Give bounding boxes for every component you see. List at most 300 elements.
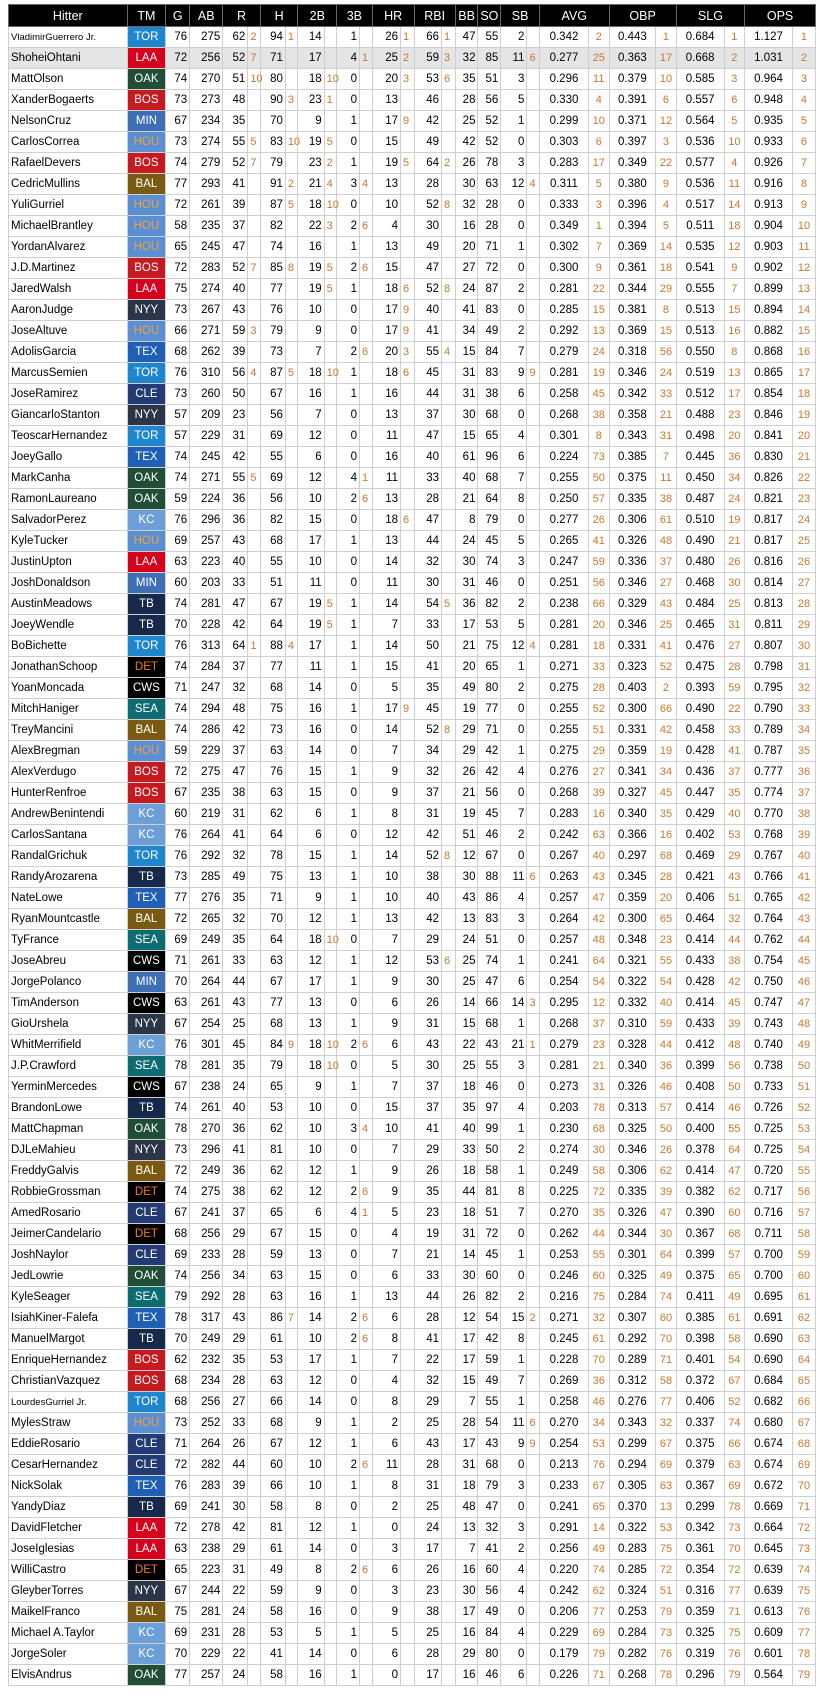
table-row[interactable]: [9, 111, 816, 132]
cell-hits-rank: [285, 279, 298, 300]
cell-rbi-rank: 3: [442, 48, 456, 69]
cell-hits-rank: 3: [285, 90, 298, 111]
cell-at-bats: 281: [190, 1056, 223, 1077]
table-row[interactable]: [9, 1602, 816, 1623]
cell-runs-rank: [248, 594, 261, 615]
table-row[interactable]: [9, 720, 816, 741]
cell-doubles: 10: [298, 1476, 324, 1497]
cell-home-runs-rank: 9: [401, 300, 415, 321]
cell-runs: 24: [223, 1665, 248, 1686]
team-badge: HOU: [127, 195, 166, 216]
cell-avg-rank: 24: [588, 342, 609, 363]
cell-obp: 0.276: [609, 1392, 656, 1413]
cell-stolen-bases-rank: [527, 762, 540, 783]
cell-walks: 17: [455, 1434, 478, 1455]
cell-hits-rank: [285, 48, 298, 69]
table-row[interactable]: [9, 510, 816, 531]
cell-player-name: MarkCanha: [9, 468, 128, 489]
cell-rbi-rank: 8: [442, 720, 456, 741]
table-row[interactable]: [9, 174, 816, 195]
cell-rbi: 41: [414, 321, 441, 342]
cell-walks: 18: [455, 1203, 478, 1224]
cell-avg: 0.254: [539, 972, 588, 993]
table-row[interactable]: [9, 993, 816, 1014]
cell-obp-rank: 66: [656, 699, 677, 720]
table-row[interactable]: [9, 426, 816, 447]
cell-doubles-rank: [324, 1224, 337, 1245]
cell-ops: 0.740: [745, 1035, 793, 1056]
cell-triples: 0: [337, 1539, 360, 1560]
cell-slg-rank: 30: [724, 573, 745, 594]
table-row[interactable]: [9, 1182, 816, 1203]
cell-rbi: 30: [414, 972, 441, 993]
cell-hits: 53: [260, 1350, 285, 1371]
cell-doubles-rank: [324, 426, 337, 447]
col-header-hitter[interactable]: Hitter: [9, 5, 128, 27]
table-row[interactable]: [9, 1413, 816, 1434]
col-header-sb[interactable]: SB: [501, 5, 540, 27]
col-header-hr[interactable]: HR: [372, 5, 414, 27]
cell-ops-rank: 32: [792, 678, 815, 699]
cell-home-runs: 8: [372, 1476, 400, 1497]
cell-strikeouts: 68: [478, 468, 501, 489]
cell-home-runs: 25: [372, 48, 400, 69]
table-row[interactable]: [9, 1266, 816, 1287]
cell-runs-rank: [248, 1644, 261, 1665]
cell-avg-rank: 22: [588, 279, 609, 300]
cell-slg: 0.436: [676, 762, 724, 783]
table-row[interactable]: [9, 1497, 816, 1518]
table-row[interactable]: [9, 1392, 816, 1413]
team-badge: BOS: [127, 1350, 166, 1371]
cell-stolen-bases: 11: [501, 48, 527, 69]
table-row[interactable]: [9, 405, 816, 426]
table-row[interactable]: [9, 762, 816, 783]
table-row[interactable]: [9, 1203, 816, 1224]
cell-runs: 35: [223, 111, 248, 132]
cell-runs: 50: [223, 384, 248, 405]
table-row[interactable]: [9, 657, 816, 678]
cell-strikeouts: 71: [478, 720, 501, 741]
cell-avg: 0.281: [539, 279, 588, 300]
cell-obp: 0.301: [609, 1245, 656, 1266]
col-header-h[interactable]: H: [260, 5, 298, 27]
team-badge: TB: [127, 1329, 166, 1350]
cell-player-name: XanderBogaerts: [9, 90, 128, 111]
cell-ops-rank: 16: [792, 342, 815, 363]
table-row[interactable]: [9, 69, 816, 90]
cell-triples: 0: [337, 132, 360, 153]
cell-games: 74: [166, 153, 190, 174]
table-row[interactable]: [9, 300, 816, 321]
cell-obp: 0.344: [609, 1224, 656, 1245]
cell-slg-rank: 62: [724, 1182, 745, 1203]
col-header-ops[interactable]: OPS: [745, 5, 816, 27]
table-row[interactable]: [9, 195, 816, 216]
cell-rbi: 40: [414, 300, 441, 321]
team-badge: TOR: [127, 1392, 166, 1413]
cell-stolen-bases-rank: [527, 1182, 540, 1203]
table-row[interactable]: [9, 1476, 816, 1497]
cell-ops-rank: 69: [792, 1455, 815, 1476]
cell-obp: 0.394: [609, 216, 656, 237]
cell-doubles: 7: [298, 405, 324, 426]
table-row[interactable]: [9, 594, 816, 615]
cell-stolen-bases-rank: [527, 1245, 540, 1266]
cell-runs: 43: [223, 300, 248, 321]
table-row[interactable]: [9, 636, 816, 657]
table-row[interactable]: [9, 48, 816, 69]
table-row[interactable]: [9, 1539, 816, 1560]
cell-hits-rank: [285, 1497, 298, 1518]
cell-doubles-rank: 1: [324, 90, 337, 111]
cell-obp: 0.322: [609, 972, 656, 993]
cell-triples-rank: [359, 720, 372, 741]
cell-home-runs: 13: [372, 405, 400, 426]
cell-avg: 0.299: [539, 111, 588, 132]
cell-stolen-bases: 8: [501, 1329, 527, 1350]
cell-walks: 29: [455, 741, 478, 762]
cell-doubles-rank: [324, 720, 337, 741]
table-row[interactable]: [9, 1056, 816, 1077]
table-row[interactable]: [9, 930, 816, 951]
col-header-g[interactable]: G: [166, 5, 190, 27]
cell-runs: 43: [223, 993, 248, 1014]
cell-player-name: ElvisAndrus: [9, 1665, 128, 1686]
cell-home-runs: 7: [372, 1077, 400, 1098]
cell-at-bats: 283: [190, 1476, 223, 1497]
table-row[interactable]: [9, 132, 816, 153]
cell-runs: 35: [223, 930, 248, 951]
cell-obp-rank: 30: [656, 1224, 677, 1245]
cell-avg: 0.269: [539, 1371, 588, 1392]
col-header-slg[interactable]: SLG: [676, 5, 744, 27]
cell-doubles: 16: [298, 1287, 324, 1308]
table-row[interactable]: [9, 699, 816, 720]
cell-ops-rank: 47: [792, 993, 815, 1014]
table-row[interactable]: [9, 1119, 816, 1140]
table-row[interactable]: [9, 1455, 816, 1476]
cell-ops: 0.768: [745, 825, 793, 846]
cell-games: 73: [166, 1413, 190, 1434]
cell-slg-rank: 34: [724, 468, 745, 489]
cell-player-name: KyleTucker: [9, 531, 128, 552]
cell-rbi-rank: [442, 111, 456, 132]
cell-avg-rank: 77: [588, 1602, 609, 1623]
cell-player-name: IsiahKiner-Falefa: [9, 1308, 128, 1329]
cell-rbi-rank: [442, 1518, 456, 1539]
cell-slg: 0.513: [676, 300, 724, 321]
cell-stolen-bases: 0: [501, 132, 527, 153]
cell-stolen-bases: 1: [501, 951, 527, 972]
cell-stolen-bases: 2: [501, 1140, 527, 1161]
cell-ops: 0.674: [745, 1434, 793, 1455]
team-badge: DET: [127, 1560, 166, 1581]
cell-obp-rank: 53: [656, 1518, 677, 1539]
cell-hits: 58: [260, 1665, 285, 1686]
table-row[interactable]: [9, 384, 816, 405]
cell-obp-rank: 16: [656, 825, 677, 846]
cell-rbi-rank: 5: [442, 594, 456, 615]
cell-at-bats: 229: [190, 1644, 223, 1665]
team-badge: CWS: [127, 993, 166, 1014]
cell-obp: 0.327: [609, 783, 656, 804]
cell-slg: 0.411: [676, 1287, 724, 1308]
cell-home-runs-rank: [401, 1014, 415, 1035]
cell-runs-rank: [248, 1308, 261, 1329]
table-row[interactable]: [9, 153, 816, 174]
cell-doubles: 7: [298, 342, 324, 363]
table-row[interactable]: [9, 1224, 816, 1245]
cell-player-name: DJLeMahieu: [9, 1140, 128, 1161]
cell-rbi: 45: [414, 363, 441, 384]
cell-slg-rank: 8: [724, 342, 745, 363]
table-row[interactable]: [9, 321, 816, 342]
cell-slg: 0.536: [676, 132, 724, 153]
cell-rbi-rank: 6: [442, 951, 456, 972]
cell-triples: 1: [337, 657, 360, 678]
table-body: [9, 27, 816, 1686]
cell-hits-rank: [285, 1560, 298, 1581]
cell-walks: 24: [455, 531, 478, 552]
cell-strikeouts: 47: [478, 1497, 501, 1518]
table-row[interactable]: [9, 552, 816, 573]
cell-doubles-rank: 10: [324, 195, 337, 216]
cell-home-runs: 13: [372, 531, 400, 552]
table-row[interactable]: [9, 1644, 816, 1665]
cell-home-runs: 3: [372, 1581, 400, 1602]
cell-hits-rank: [285, 1476, 298, 1497]
cell-rbi-rank: [442, 1371, 456, 1392]
cell-slg-rank: 19: [724, 510, 745, 531]
table-row[interactable]: [9, 867, 816, 888]
cell-hits-rank: [285, 1056, 298, 1077]
table-row[interactable]: [9, 909, 816, 930]
cell-ops: 0.639: [745, 1560, 793, 1581]
col-header-bb[interactable]: BB: [455, 5, 478, 27]
cell-doubles: 12: [298, 1434, 324, 1455]
cell-walks: 20: [455, 237, 478, 258]
cell-at-bats: 254: [190, 1014, 223, 1035]
cell-runs-rank: [248, 1539, 261, 1560]
col-header-avg[interactable]: AVG: [539, 5, 609, 27]
cell-hits: 51: [260, 573, 285, 594]
cell-avg: 0.268: [539, 1014, 588, 1035]
cell-hits-rank: [285, 1434, 298, 1455]
table-row[interactable]: [9, 237, 816, 258]
cell-walks: 40: [455, 468, 478, 489]
table-row[interactable]: [9, 27, 816, 48]
cell-strikeouts: 45: [478, 1245, 501, 1266]
cell-runs: 48: [223, 699, 248, 720]
cell-runs: 59: [223, 321, 248, 342]
team-badge: TOR: [127, 846, 166, 867]
team-badge: BOS: [127, 762, 166, 783]
cell-obp: 0.300: [609, 909, 656, 930]
table-row[interactable]: [9, 1287, 816, 1308]
cell-ops: 0.738: [745, 1056, 793, 1077]
cell-stolen-bases: 2: [501, 321, 527, 342]
col-header-rbi[interactable]: RBI: [414, 5, 455, 27]
table-row[interactable]: [9, 1140, 816, 1161]
cell-triples-rank: [359, 1665, 372, 1686]
cell-home-runs-rank: [401, 636, 415, 657]
cell-hits: 64: [260, 615, 285, 636]
cell-home-runs: 6: [372, 1560, 400, 1581]
table-row[interactable]: [9, 1014, 816, 1035]
cell-runs-rank: [248, 552, 261, 573]
cell-stolen-bases: 4: [501, 1623, 527, 1644]
cell-home-runs: 0: [372, 1665, 400, 1686]
cell-ops: 0.726: [745, 1098, 793, 1119]
cell-stolen-bases-rank: [527, 1119, 540, 1140]
table-row[interactable]: [9, 468, 816, 489]
col-header-obp[interactable]: OBP: [609, 5, 676, 27]
cell-home-runs-rank: [401, 216, 415, 237]
cell-triples: 2: [337, 1455, 360, 1476]
table-row[interactable]: [9, 678, 816, 699]
table-row[interactable]: [9, 447, 816, 468]
cell-obp-rank: 71: [656, 1350, 677, 1371]
cell-obp-rank: 50: [656, 1119, 677, 1140]
table-row[interactable]: [9, 90, 816, 111]
cell-obp: 0.326: [609, 1203, 656, 1224]
table-row[interactable]: [9, 972, 816, 993]
table-row[interactable]: [9, 216, 816, 237]
table-row[interactable]: [9, 342, 816, 363]
cell-hits-rank: [285, 657, 298, 678]
cell-runs-rank: 3: [248, 321, 261, 342]
col-header-3b[interactable]: 3B: [337, 5, 372, 27]
cell-home-runs-rank: [401, 1182, 415, 1203]
team-badge: DET: [127, 1224, 166, 1245]
table-row[interactable]: [9, 1371, 816, 1392]
cell-home-runs-rank: [401, 1035, 415, 1056]
cell-triples: 2: [337, 1329, 360, 1350]
cell-rbi-rank: [442, 1665, 456, 1686]
table-row[interactable]: [9, 741, 816, 762]
table-row[interactable]: [9, 888, 816, 909]
table-row[interactable]: [9, 1518, 816, 1539]
cell-runs: 32: [223, 846, 248, 867]
col-header-team[interactable]: TM: [127, 5, 166, 27]
cell-avg: 0.291: [539, 1518, 588, 1539]
cell-home-runs-rank: 5: [401, 153, 415, 174]
table-row[interactable]: [9, 1434, 816, 1455]
table-row[interactable]: [9, 489, 816, 510]
cell-hits-rank: [285, 426, 298, 447]
cell-hits-rank: [285, 1539, 298, 1560]
table-row[interactable]: [9, 258, 816, 279]
cell-doubles-rank: [324, 867, 337, 888]
cell-avg: 0.270: [539, 1203, 588, 1224]
table-row[interactable]: [9, 1665, 816, 1686]
table-row[interactable]: [9, 1035, 816, 1056]
cell-strikeouts: 42: [478, 762, 501, 783]
cell-triples-rank: [359, 1392, 372, 1413]
cell-slg-rank: 59: [724, 678, 745, 699]
table-row[interactable]: [9, 804, 816, 825]
cell-slg: 0.480: [676, 552, 724, 573]
table-row[interactable]: [9, 783, 816, 804]
table-row[interactable]: [9, 1623, 816, 1644]
cell-obp-rank: 75: [656, 1539, 677, 1560]
col-header-r[interactable]: R: [223, 5, 261, 27]
cell-doubles: 18: [298, 1035, 324, 1056]
cell-player-name: BrandonLowe: [9, 1098, 128, 1119]
cell-avg-rank: 68: [588, 1119, 609, 1140]
cell-triples: 1: [337, 1077, 360, 1098]
cell-obp: 0.285: [609, 1560, 656, 1581]
team-badge: MIN: [127, 111, 166, 132]
team-badge: OAK: [127, 1665, 166, 1686]
cell-runs-rank: [248, 1161, 261, 1182]
cell-ops: 0.830: [745, 447, 793, 468]
cell-hits: 59: [260, 1581, 285, 1602]
cell-home-runs-rank: 1: [401, 27, 415, 48]
cell-at-bats: 249: [190, 1161, 223, 1182]
table-row[interactable]: [9, 615, 816, 636]
col-header-so[interactable]: SO: [478, 5, 501, 27]
cell-player-name: LourdesGurriel Jr.: [9, 1392, 128, 1413]
table-row[interactable]: [9, 279, 816, 300]
cell-slg: 0.557: [676, 90, 724, 111]
cell-avg: 0.233: [539, 1476, 588, 1497]
table-row[interactable]: [9, 1560, 816, 1581]
cell-stolen-bases-rank: 1: [527, 1035, 540, 1056]
cell-home-runs-rank: [401, 1623, 415, 1644]
table-row[interactable]: [9, 825, 816, 846]
table-row[interactable]: [9, 1098, 816, 1119]
table-row[interactable]: [9, 1329, 816, 1350]
cell-walks: 31: [455, 1224, 478, 1245]
cell-doubles: 10: [298, 489, 324, 510]
cell-home-runs-rank: [401, 1203, 415, 1224]
cell-games: 74: [166, 1098, 190, 1119]
table-row[interactable]: [9, 1161, 816, 1182]
cell-home-runs-rank: [401, 615, 415, 636]
table-row[interactable]: [9, 1581, 816, 1602]
cell-slg-rank: 79: [724, 1665, 745, 1686]
cell-hits-rank: [285, 594, 298, 615]
cell-hits: 79: [260, 1056, 285, 1077]
cell-runs: 34: [223, 1266, 248, 1287]
table-row[interactable]: [9, 531, 816, 552]
table-row[interactable]: [9, 951, 816, 972]
table-row[interactable]: [9, 1077, 816, 1098]
col-header-2b[interactable]: 2B: [298, 5, 337, 27]
cell-obp: 0.299: [609, 1434, 656, 1455]
cell-doubles-rank: [324, 1518, 337, 1539]
table-row[interactable]: [9, 363, 816, 384]
cell-rbi-rank: [442, 762, 456, 783]
table-row[interactable]: [9, 573, 816, 594]
table-row[interactable]: [9, 846, 816, 867]
table-row[interactable]: [9, 1308, 816, 1329]
cell-runs: 30: [223, 1497, 248, 1518]
cell-player-name: EnriqueHernandez: [9, 1350, 128, 1371]
table-row[interactable]: [9, 1245, 816, 1266]
col-header-ab[interactable]: AB: [190, 5, 223, 27]
table-row[interactable]: [9, 1350, 816, 1371]
cell-slg: 0.511: [676, 216, 724, 237]
cell-home-runs: 12: [372, 825, 400, 846]
cell-doubles-rank: [324, 552, 337, 573]
cell-walks: 16: [455, 1665, 478, 1686]
cell-hits-rank: [285, 615, 298, 636]
cell-runs-rank: [248, 1056, 261, 1077]
cell-home-runs-rank: [401, 384, 415, 405]
